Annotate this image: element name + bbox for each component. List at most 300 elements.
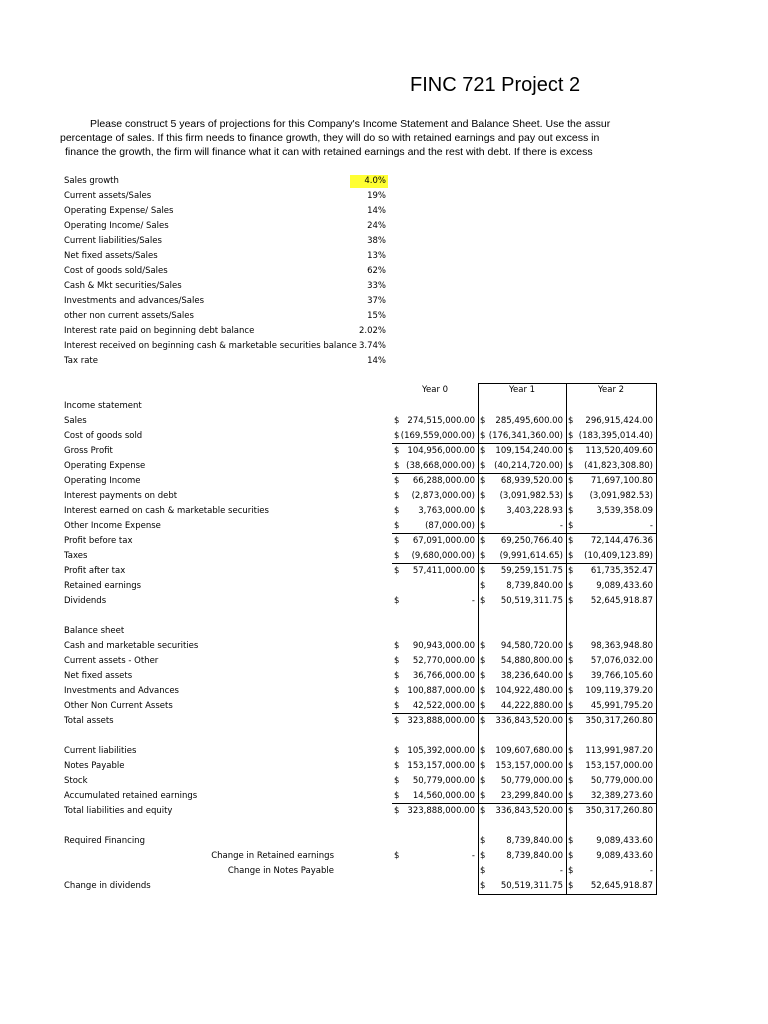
year-0-header: Year 0 (421, 385, 449, 395)
year-1-cell (478, 834, 566, 849)
currency-symbol: $ (568, 686, 574, 696)
assumption-row-investments-and-advances-sales (0, 294, 768, 309)
row-label: Change in Notes Payable (227, 866, 334, 876)
assumption-value: 14% (367, 356, 386, 366)
year-1-header: Year 1 (508, 385, 536, 395)
table-row-required-financing (0, 834, 768, 849)
currency-symbol: $ (394, 596, 400, 606)
currency-symbol: $ (568, 851, 574, 861)
year-2-left-border (566, 383, 567, 895)
assumption-label: Current liabilities/Sales (64, 236, 162, 246)
table-row-operating-expense (0, 459, 768, 474)
assumption-row-other-non-current-assets-sales (0, 309, 768, 324)
cell-value: (9,991,614.65) (499, 551, 563, 561)
cell-value: (87,000.00) (425, 521, 475, 531)
cell-value: - (559, 521, 563, 531)
year-1-cell (478, 684, 566, 699)
row-label: Operating Expense (64, 461, 146, 471)
row-label: Profit after tax (64, 566, 126, 576)
assumption-row-cash-mkt-securities-sales (0, 279, 768, 294)
table-row-gross-profit (0, 444, 768, 459)
cell-value: 90,943,000.00 (412, 641, 475, 651)
year-0-cell (392, 789, 478, 804)
table-row-spacer (0, 729, 768, 744)
year-1-cell (478, 504, 566, 519)
cell-value: 296,915,424.00 (585, 416, 653, 426)
table-row-total-liabilities-and-equity (0, 804, 768, 819)
row-label: Other Income Expense (64, 521, 161, 531)
row-label: Investments and Advances (64, 686, 179, 696)
cell-value: 68,939,520.00 (500, 476, 563, 486)
currency-symbol: $ (568, 716, 574, 726)
year-0-cell (392, 534, 478, 549)
cell-value: 50,779,000.00 (590, 776, 653, 786)
cell-value: 52,770,000.00 (412, 656, 475, 666)
cell-value: 109,607,680.00 (495, 746, 563, 756)
currency-symbol: $ (568, 881, 574, 891)
row-label: Current assets - Other (64, 656, 159, 666)
cell-value: (38,668,000.00) (406, 461, 475, 471)
year-2-cell (566, 744, 656, 759)
year-0-cell (392, 774, 478, 789)
cell-value: 67,091,000.00 (412, 536, 475, 546)
year-2-cell (566, 804, 656, 819)
cell-value: (9,680,000.00) (411, 551, 475, 561)
table-row-investments-and-advances (0, 684, 768, 699)
currency-symbol: $ (568, 461, 574, 471)
currency-symbol: $ (480, 656, 486, 666)
year-2-cell (566, 774, 656, 789)
currency-symbol: $ (480, 506, 486, 516)
cell-value: 45,991,795.20 (590, 701, 653, 711)
year-2-cell (566, 444, 656, 459)
row-label: Profit before tax (64, 536, 133, 546)
table-row-balance-sheet (0, 624, 768, 639)
cell-value: 54,880,800.00 (500, 656, 563, 666)
currency-symbol: $ (394, 761, 400, 771)
table-row-income-statement (0, 399, 768, 414)
year-1-cell (478, 414, 566, 429)
currency-symbol: $ (394, 671, 400, 681)
currency-symbol: $ (480, 461, 486, 471)
currency-symbol: $ (394, 506, 400, 516)
year-0-cell (392, 639, 478, 654)
year-1-cell (478, 474, 566, 489)
row-label: Sales (64, 416, 87, 426)
currency-symbol: $ (480, 701, 486, 711)
assumption-label: Investments and advances/Sales (64, 296, 205, 306)
year-1-cell (478, 579, 566, 594)
table-row-change-in-retained-earnings (0, 849, 768, 864)
year-1-cell (478, 549, 566, 564)
cell-value: 8,739,840.00 (506, 851, 563, 861)
year-2-cell (566, 849, 656, 864)
currency-symbol: $ (394, 536, 400, 546)
year-1-cell (478, 849, 566, 864)
cell-value: 71,697,100.80 (590, 476, 653, 486)
cell-value: 104,956,000.00 (407, 446, 475, 456)
cell-value: 153,157,000.00 (407, 761, 475, 771)
table-row-dividends (0, 594, 768, 609)
assumption-row-operating-income-sales (0, 219, 768, 234)
assumption-row-cost-of-goods-sold-sales (0, 264, 768, 279)
assumption-row-interest-received-on-beginning-cash-marketable-securities-balance (0, 339, 768, 354)
currency-symbol: $ (568, 506, 574, 516)
year-1-cell (478, 444, 566, 459)
year-2-cell (566, 654, 656, 669)
year-2-cell (566, 789, 656, 804)
cell-value: 9,089,433.60 (596, 851, 653, 861)
cell-value: (3,091,982.53) (499, 491, 563, 501)
table-row-current-assets-other (0, 654, 768, 669)
year-1-cell (478, 774, 566, 789)
cell-value: 323,888,000.00 (407, 716, 475, 726)
year-2-cell (566, 459, 656, 474)
table-row-change-in-dividends (0, 879, 768, 894)
assumption-label: Interest rate paid on beginning debt balance (64, 326, 255, 336)
page-title: FINC 721 Project 2 (410, 74, 581, 96)
currency-symbol: $ (568, 701, 574, 711)
currency-symbol: $ (568, 656, 574, 666)
year-1-cell (478, 429, 566, 444)
year-1-cell (478, 654, 566, 669)
year-2-cell (566, 534, 656, 549)
currency-symbol: $ (480, 431, 486, 441)
cell-value: 153,157,000.00 (585, 761, 653, 771)
year-2-cell (566, 834, 656, 849)
assumption-row-tax-rate (0, 354, 768, 369)
year-1-cell (478, 864, 566, 879)
year-2-cell (566, 564, 656, 579)
row-label: Change in dividends (64, 881, 151, 891)
year-1-cell (478, 519, 566, 534)
currency-symbol: $ (480, 446, 486, 456)
currency-symbol: $ (480, 491, 486, 501)
row-label: Notes Payable (64, 761, 125, 771)
currency-symbol: $ (394, 431, 400, 441)
row-label: Stock (64, 776, 88, 786)
table-row-current-liabilities (0, 744, 768, 759)
currency-symbol: $ (480, 881, 486, 891)
currency-symbol: $ (480, 761, 486, 771)
assumption-value: 24% (367, 221, 386, 231)
table-row-change-in-notes-payable (0, 864, 768, 879)
cell-value: 50,519,311.75 (500, 596, 563, 606)
assumption-value: 13% (367, 251, 386, 261)
year-1-cell (478, 639, 566, 654)
assumption-row-current-liabilities-sales (0, 234, 768, 249)
cell-value: 14,560,000.00 (412, 791, 475, 801)
year-2-cell (566, 579, 656, 594)
cell-value: 109,119,379.20 (585, 686, 653, 696)
year-2-cell (566, 879, 656, 894)
assumption-value: 15% (367, 311, 386, 321)
currency-symbol: $ (394, 461, 400, 471)
year-0-cell (392, 414, 478, 429)
table-row-interest-payments-on-debt (0, 489, 768, 504)
currency-symbol: $ (394, 521, 400, 531)
currency-symbol: $ (568, 581, 574, 591)
currency-symbol: $ (480, 776, 486, 786)
cell-value: - (471, 596, 475, 606)
cell-value: 36,766,000.00 (412, 671, 475, 681)
year-2-cell (566, 759, 656, 774)
currency-symbol: $ (394, 446, 400, 456)
cell-value: (169,559,000.00) (400, 431, 475, 441)
cell-value: (183,395,014.40) (578, 431, 653, 441)
currency-symbol: $ (568, 806, 574, 816)
year-0-cell (392, 849, 478, 864)
currency-symbol: $ (568, 761, 574, 771)
currency-symbol: $ (480, 866, 486, 876)
assumption-value: 38% (367, 236, 386, 246)
cell-value: 105,392,000.00 (407, 746, 475, 756)
assumption-value: 4.0% (350, 175, 388, 188)
cell-value: 285,495,600.00 (495, 416, 563, 426)
instructions-line-1: Please construct 5 years of projections for this Company's Income Statement and Balance Sheet. Use the assur (90, 118, 611, 130)
row-label: Interest payments on debt (64, 491, 178, 501)
row-label: Cost of goods sold (64, 431, 143, 441)
cell-value: 8,739,840.00 (506, 581, 563, 591)
assumption-value: 33% (367, 281, 386, 291)
cell-value: 66,288,000.00 (412, 476, 475, 486)
year-0-cell (392, 759, 478, 774)
table-row-net-fixed-assets (0, 669, 768, 684)
table-bottom-border (478, 894, 657, 895)
table-row-interest-earned-on-cash-marketable-securities (0, 504, 768, 519)
currency-symbol: $ (568, 491, 574, 501)
cell-value: (2,873,000.00) (411, 491, 475, 501)
cell-value: 350,317,260.80 (585, 716, 653, 726)
year-0-cell (392, 519, 478, 534)
cell-value: 44,222,880.00 (500, 701, 563, 711)
assumption-row-operating-expense-sales (0, 204, 768, 219)
cell-value: (3,091,982.53) (589, 491, 653, 501)
cell-value: 9,089,433.60 (596, 581, 653, 591)
cell-value: 113,520,409.60 (585, 446, 653, 456)
cell-value: 57,411,000.00 (412, 566, 475, 576)
cell-value: 38,236,640.00 (500, 671, 563, 681)
year-0-cell (392, 549, 478, 564)
currency-symbol: $ (568, 776, 574, 786)
cell-value: 52,645,918.87 (590, 881, 653, 891)
cell-value: 52,645,918.87 (590, 596, 653, 606)
cell-value: 104,922,480.00 (495, 686, 563, 696)
cell-value: 42,522,000.00 (412, 701, 475, 711)
instructions-line-3: finance the growth, the firm will finance what it can with retained earnings and the rest with debt. If there is excess (65, 146, 593, 158)
assumption-label: Cash & Mkt securities/Sales (64, 281, 182, 291)
cell-value: 72,144,476.36 (590, 536, 653, 546)
year-2-cell (566, 519, 656, 534)
year-0-cell (392, 489, 478, 504)
assumption-label: Net fixed assets/Sales (64, 251, 158, 261)
currency-symbol: $ (568, 746, 574, 756)
currency-symbol: $ (394, 791, 400, 801)
currency-symbol: $ (394, 806, 400, 816)
assumption-row-sales-growth (0, 174, 768, 189)
currency-symbol: $ (480, 716, 486, 726)
year-1-cell (478, 534, 566, 549)
year-0-cell (392, 504, 478, 519)
year-2-cell (566, 429, 656, 444)
cell-value: (41,823,308.80) (584, 461, 653, 471)
year-1-cell (478, 744, 566, 759)
currency-symbol: $ (394, 656, 400, 666)
year-1-cell (478, 669, 566, 684)
currency-symbol: $ (480, 596, 486, 606)
year-2-cell (566, 414, 656, 429)
row-label: Income statement (64, 401, 142, 411)
cell-value: - (559, 866, 563, 876)
cell-value: 323,888,000.00 (407, 806, 475, 816)
currency-symbol: $ (480, 791, 486, 801)
row-label: Other Non Current Assets (64, 701, 173, 711)
table-row-sales (0, 414, 768, 429)
currency-symbol: $ (568, 866, 574, 876)
year-2-cell (566, 489, 656, 504)
table-row-total-assets (0, 714, 768, 729)
cell-value: 100,887,000.00 (407, 686, 475, 696)
currency-symbol: $ (480, 746, 486, 756)
currency-symbol: $ (568, 641, 574, 651)
assumption-label: Current assets/Sales (64, 191, 152, 201)
currency-symbol: $ (480, 836, 486, 846)
instructions-line-2: percentage of sales. If this firm needs to finance growth, they will do so with retained earnings and pay out excess in (60, 132, 600, 144)
year-2-cell (566, 669, 656, 684)
year-1-cell (478, 759, 566, 774)
currency-symbol: $ (568, 521, 574, 531)
currency-symbol: $ (480, 851, 486, 861)
row-label: Cash and marketable securities (64, 641, 199, 651)
currency-symbol: $ (394, 476, 400, 486)
currency-symbol: $ (394, 716, 400, 726)
row-label: Change in Retained earnings (211, 851, 334, 861)
assumption-label: Tax rate (64, 356, 98, 366)
assumption-label: Cost of goods sold/Sales (64, 266, 168, 276)
assumption-label: Operating Income/ Sales (64, 221, 169, 231)
cell-value: 59,259,151.75 (500, 566, 563, 576)
year-0-cell (392, 804, 478, 819)
currency-symbol: $ (480, 536, 486, 546)
table-row-spacer (0, 819, 768, 834)
cell-value: (176,341,360.00) (488, 431, 563, 441)
table-row-other-income-expense (0, 519, 768, 534)
cell-value: 50,779,000.00 (412, 776, 475, 786)
year-1-cell (478, 699, 566, 714)
currency-symbol: $ (568, 476, 574, 486)
currency-symbol: $ (568, 536, 574, 546)
currency-symbol: $ (394, 491, 400, 501)
cell-value: - (649, 866, 653, 876)
currency-symbol: $ (480, 476, 486, 486)
assumption-row-net-fixed-assets-sales (0, 249, 768, 264)
cell-value: 61,735,352.47 (590, 566, 653, 576)
row-label: Required Financing (64, 836, 145, 846)
currency-symbol: $ (480, 581, 486, 591)
row-label: Taxes (64, 551, 88, 561)
table-row-retained-earnings (0, 579, 768, 594)
cell-value: 336,843,520.00 (495, 806, 563, 816)
table-row-stock (0, 774, 768, 789)
year-2-cell (566, 504, 656, 519)
year-2-cell (566, 864, 656, 879)
currency-symbol: $ (394, 746, 400, 756)
cell-value: 109,154,240.00 (495, 446, 563, 456)
table-row-profit-after-tax (0, 564, 768, 579)
currency-symbol: $ (568, 551, 574, 561)
assumption-row-interest-rate-paid-on-beginning-debt-balance (0, 324, 768, 339)
year-2-cell (566, 549, 656, 564)
currency-symbol: $ (394, 641, 400, 651)
cell-value: 32,389,273.60 (590, 791, 653, 801)
year-1-cell (478, 489, 566, 504)
cell-value: 350,317,260.80 (585, 806, 653, 816)
year-0-cell (392, 699, 478, 714)
cell-value: - (471, 851, 475, 861)
assumption-label: Sales growth (64, 176, 119, 186)
assumption-value: 2.02% (358, 326, 386, 336)
year-0-cell (392, 429, 478, 444)
currency-symbol: $ (394, 566, 400, 576)
cell-value: (40,214,720.00) (494, 461, 563, 471)
table-row-taxes (0, 549, 768, 564)
row-label: Total liabilities and equity (64, 806, 173, 816)
year-2-cell (566, 684, 656, 699)
currency-symbol: $ (568, 446, 574, 456)
currency-symbol: $ (480, 671, 486, 681)
assumption-row-current-assets-sales (0, 189, 768, 204)
assumption-label: Interest received on beginning cash & marketable securities balance (64, 341, 357, 351)
row-label: Interest earned on cash & marketable securities (64, 506, 269, 516)
currency-symbol: $ (480, 806, 486, 816)
assumption-value: 37% (367, 296, 386, 306)
row-label: Accumulated retained earnings (64, 791, 198, 801)
table-top-border (478, 383, 657, 384)
cell-value: 336,843,520.00 (495, 716, 563, 726)
year-1-cell (478, 564, 566, 579)
year-2-cell (566, 714, 656, 729)
row-label: Retained earnings (64, 581, 142, 591)
row-label: Total assets (64, 716, 114, 726)
row-label: Operating Income (64, 476, 141, 486)
currency-symbol: $ (568, 416, 574, 426)
currency-symbol: $ (480, 521, 486, 531)
cell-value: 50,779,000.00 (500, 776, 563, 786)
year-0-cell (392, 684, 478, 699)
currency-symbol: $ (568, 671, 574, 681)
cell-value: 94,580,720.00 (500, 641, 563, 651)
instructions-text (60, 117, 660, 159)
currency-symbol: $ (568, 596, 574, 606)
year-0-cell (392, 474, 478, 489)
year-2-cell (566, 639, 656, 654)
cell-value: 113,991,987.20 (585, 746, 653, 756)
cell-value: 98,363,948.80 (590, 641, 653, 651)
currency-symbol: $ (480, 686, 486, 696)
year-2-cell (566, 699, 656, 714)
currency-symbol: $ (394, 851, 400, 861)
year-0-cell (392, 459, 478, 474)
currency-symbol: $ (568, 431, 574, 441)
assumption-value: 3.74% (358, 341, 386, 351)
year-1-cell (478, 789, 566, 804)
table-row-profit-before-tax (0, 534, 768, 549)
year-2-cell (566, 474, 656, 489)
year-1-cell (478, 594, 566, 609)
table-row-operating-income (0, 474, 768, 489)
year-2-right-border (656, 383, 657, 895)
row-label: Dividends (64, 596, 107, 606)
